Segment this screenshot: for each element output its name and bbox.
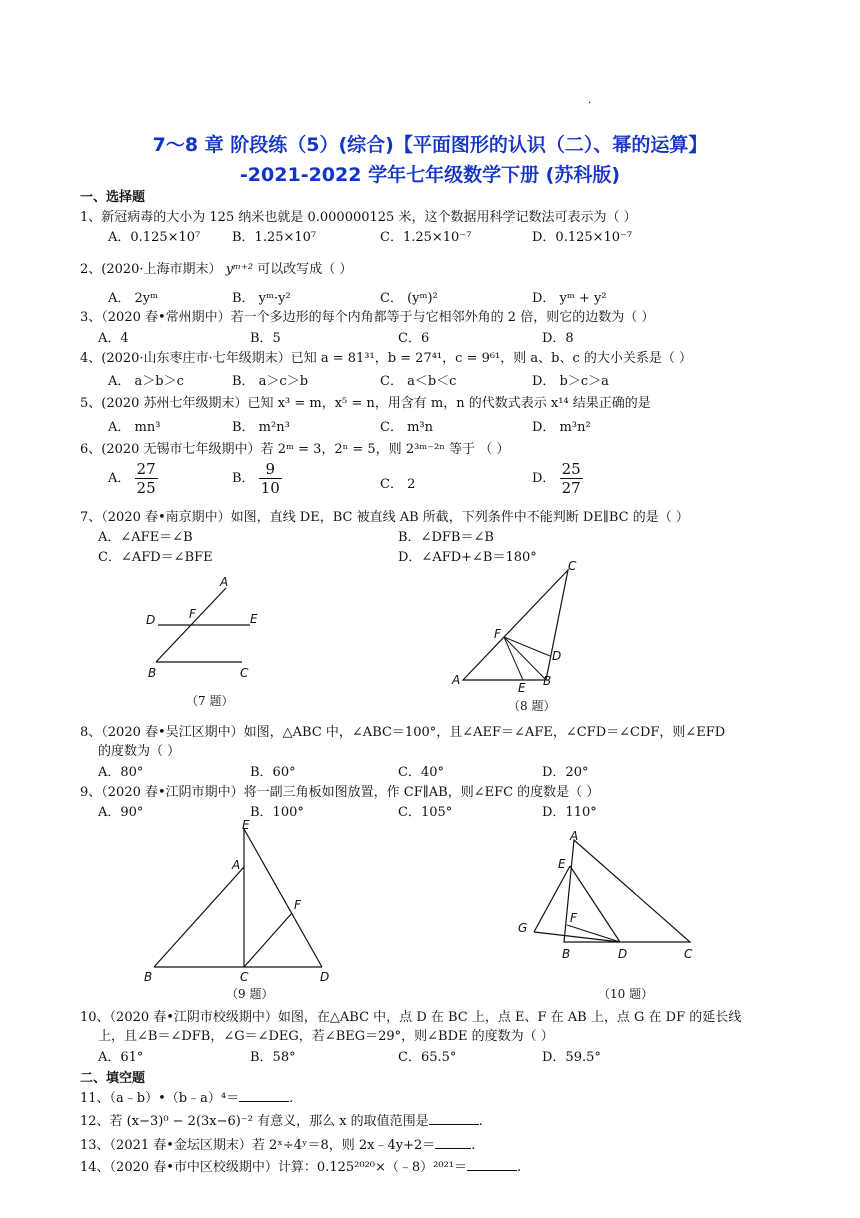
question-9: 9、（2020 春•江阴市期中）将一副三角板如图放置，作 CF∥AB，则∠EFC 的度数是（ ）: [80, 785, 600, 800]
fig10-label-d: D: [618, 947, 628, 961]
q3-option-d: D．8: [542, 331, 574, 346]
question-6: 6、(2020 无锡市七年级期中）若 2ᵐ = 3，2ⁿ = 5，则 2³ᵐ⁻²ⁿ 等于 （ ）: [80, 442, 510, 457]
q8-option-d: D．20°: [542, 765, 589, 780]
fig9-segment-cf: [244, 913, 292, 967]
fig8-label-a: A: [452, 673, 461, 687]
q2-stem-math: yᵐ⁺²: [225, 262, 254, 277]
q14-answer-blank[interactable]: [467, 1158, 517, 1171]
fig9-label-e: E: [242, 818, 250, 832]
q6-b-numerator: 9: [259, 460, 282, 479]
q1-option-a: A．0.125×10⁷: [108, 230, 201, 245]
fig8-label-f: F: [494, 627, 501, 641]
fig7-label-d: D: [146, 613, 156, 627]
q3-option-b: B．5: [250, 331, 281, 346]
fig7-label-f: F: [189, 607, 196, 621]
q8-option-a: A．80°: [98, 765, 144, 780]
q9-option-a: A．90°: [98, 805, 144, 820]
figure-10: [512, 830, 702, 965]
fig8-label-c: C: [568, 559, 577, 573]
q13-end: .: [471, 1138, 476, 1153]
fig8-caption: （8 题）: [508, 699, 556, 713]
fig9-label-d: D: [320, 970, 330, 984]
q6-a-denominator: 25: [136, 479, 156, 497]
fig9-segment-ed: [244, 829, 322, 967]
fig10-caption: （10 题）: [598, 987, 654, 1001]
q6-d-numerator: 25: [561, 460, 581, 478]
q3-option-c: C．6: [398, 331, 430, 346]
question-4: 4、(2020·山东枣庄市·七年级期末）已知 a = 81³¹，b = 27⁴¹，c = 9⁶¹，则 a、b、c 的大小关系是（ ）: [80, 351, 693, 366]
q10-option-a: A．61°: [98, 1050, 144, 1065]
q6-option-d-fraction: [560, 460, 583, 497]
fig10-label-g: G: [518, 921, 528, 935]
question-10-line-1: 10、（2020 春•江阴市校级期中）如图，在△ABC 中，点 D 在 BC 上，点 E、F 在 AB 上，点 G 在 DF 的延长线: [80, 1010, 742, 1025]
q4-option-a: A． a＞b＞c: [108, 374, 184, 389]
fig7-label-e: E: [250, 612, 258, 626]
fig9-segment-ba: [154, 867, 244, 967]
question-3: 3、（2020 春•常州期中）若一个多边形的每个内角都等于与它相邻外角的 2 倍，则它的边数为（ ）: [80, 310, 655, 325]
q8-option-b: B．60°: [250, 765, 296, 780]
q4-option-c: C． a＜b＜c: [380, 374, 457, 389]
q4-option-d: D． b＞c＞a: [532, 374, 609, 389]
q7-option-c: C．∠AFD＝∠BFE: [98, 550, 213, 565]
q5-option-a: A． mn³: [108, 420, 161, 435]
section-choice-heading: 一、选择题: [80, 190, 146, 205]
q5-option-d: D． m³n²: [532, 420, 591, 435]
figure-7: [140, 570, 280, 685]
q10-option-d: D．59.5°: [542, 1050, 601, 1065]
q2-stem-suffix: 可以改写成（ ）: [257, 262, 353, 277]
q11-end: .: [289, 1091, 294, 1106]
fig10-label-a: A: [570, 830, 579, 843]
q10-option-c: C．65.5°: [398, 1050, 457, 1065]
question-5: 5、(2020 苏州七年级期末）已知 x³ = m，x⁵ = n，用含有 m，n 的代数式表示 x¹⁴ 结果正确的是: [80, 396, 651, 411]
q14-end: .: [517, 1160, 522, 1175]
fig8-segment-fb: [504, 637, 546, 680]
q5-option-c: C． m³n: [380, 420, 433, 435]
q4-option-b: B． a＞c＞b: [232, 374, 309, 389]
fig8-label-e: E: [518, 681, 526, 695]
fig9-label-a: A: [232, 858, 241, 872]
q6-option-d-label: D．: [532, 471, 556, 486]
q2-option-a: A． 2yᵐ: [108, 291, 159, 306]
question-12: [80, 1110, 483, 1129]
figure-8: [448, 558, 588, 698]
q1-option-b: B．1.25×10⁷: [232, 230, 317, 245]
q9-option-d: D．110°: [542, 805, 597, 820]
fig10-label-c: C: [684, 947, 693, 961]
q6-a-numerator: 27: [136, 460, 156, 478]
figure-9: [140, 815, 340, 987]
question-2: [80, 258, 352, 277]
page-dot: ·: [588, 98, 592, 109]
fig9-label-f: F: [294, 898, 301, 912]
q13-stem: 13、（2021 春•金坛区期末）若 2ˣ÷4ʸ＝8，则 2x﹣4y+2＝: [80, 1138, 436, 1153]
q14-stem: 14、（2020 春•市中区校级期中）计算：0.125²⁰²⁰×（﹣8）²⁰²¹＝: [80, 1160, 467, 1175]
question-11: [80, 1087, 293, 1106]
q1-option-d: D．0.125×10⁻⁷: [532, 230, 633, 245]
fig10-segment-gd: [534, 932, 620, 942]
q2-option-b: B． yᵐ·y²: [232, 291, 291, 306]
fig7-label-a: A: [220, 575, 229, 589]
fig9-label-c: C: [240, 970, 249, 984]
q6-option-d: [532, 460, 583, 497]
question-14: [80, 1156, 521, 1175]
fig8-label-d: D: [552, 649, 562, 663]
fig7-caption: （7 题）: [186, 694, 234, 708]
fig8-label-b: B: [543, 674, 552, 688]
q6-option-c: C． 2: [380, 477, 416, 492]
fig10-segment-eg: [534, 866, 570, 932]
q10-option-b: B．58°: [250, 1050, 296, 1065]
question-13: [80, 1134, 475, 1153]
q9-option-c: C．105°: [398, 805, 453, 820]
q6-option-a-label: A．: [108, 471, 131, 486]
q6-option-b: [232, 460, 282, 497]
question-1: 1、新冠病毒的大小为 125 纳米也就是 0.000000125 米，这个数据用科学记数法可表示为（ ）: [80, 210, 637, 225]
fig10-segment-ed: [570, 866, 620, 942]
fig9-caption: （9 题）: [226, 987, 274, 1001]
q7-option-b: B．∠DFB＝∠B: [398, 530, 494, 545]
q12-stem: 12、若 (x−3)⁰ − 2(3x−6)⁻² 有意义，那么 x 的取值范围是: [80, 1114, 429, 1129]
fig10-label-f: F: [570, 911, 577, 925]
fig7-label-b: B: [148, 666, 157, 680]
page-title: 7～8 章 阶段练（5）(综合)【平面图形的认识（二）、幂的运算】: [152, 134, 708, 156]
q6-option-a: [108, 460, 158, 497]
page-subtitle: -2021-2022 学年七年级数学下册 (苏科版): [239, 164, 621, 186]
fig10-triangle-abc: [564, 840, 690, 942]
q3-option-a: A．4: [98, 331, 129, 346]
fig7-label-c: C: [240, 666, 249, 680]
q12-end: .: [478, 1114, 483, 1129]
question-8-line-2: 的度数为（ ）: [98, 744, 181, 759]
question-8-line-1: 8、（2020 春•吴江区期中）如图，△ABC 中，∠ABC＝100°，且∠AEF＝∠AFE，∠CFD＝∠CDF，则∠EFD: [80, 725, 726, 740]
q13-answer-blank[interactable]: [435, 1136, 471, 1149]
q7-option-a: A．∠AFE＝∠B: [98, 530, 193, 545]
q6-option-b-label: B．: [232, 471, 255, 486]
q1-option-c: C．1.25×10⁻⁷: [380, 230, 472, 245]
q11-stem: 11、（a﹣b）•（b﹣a）⁴＝: [80, 1091, 240, 1106]
question-10-line-2: 上，且∠B＝∠DFB，∠G＝∠DEG，若∠BEG＝29°，则∠BDE 的度数为（ ）: [98, 1029, 554, 1044]
q6-b-denominator: 10: [260, 479, 280, 497]
question-7: 7、（2020 春•南京期中）如图，直线 DE，BC 被直线 AB 所截，下列条件中不能判断 DE∥BC 的是（ ）: [80, 510, 689, 525]
section-fill-heading: 二、填空题: [80, 1071, 146, 1086]
q2-stem-prefix: 2、(2020·上海市期末）: [80, 262, 222, 277]
q7-option-d: D．∠AFD+∠B＝180°: [398, 550, 537, 565]
q12-answer-blank[interactable]: [429, 1112, 479, 1125]
q6-option-b-fraction: [259, 460, 282, 497]
q5-option-b: B． m²n³: [232, 420, 290, 435]
q9-option-b: B．100°: [250, 805, 304, 820]
q6-option-a-fraction: [135, 460, 158, 497]
q8-option-c: C．40°: [398, 765, 444, 780]
q6-d-denominator: 27: [561, 479, 581, 497]
fig9-label-b: B: [144, 970, 153, 984]
fig10-label-b: B: [562, 947, 571, 961]
q11-answer-blank[interactable]: [239, 1089, 289, 1102]
q2-option-c: C． (yᵐ)²: [380, 291, 438, 306]
q2-option-d: D． yᵐ + y²: [532, 291, 607, 306]
fig10-label-e: E: [558, 857, 566, 871]
